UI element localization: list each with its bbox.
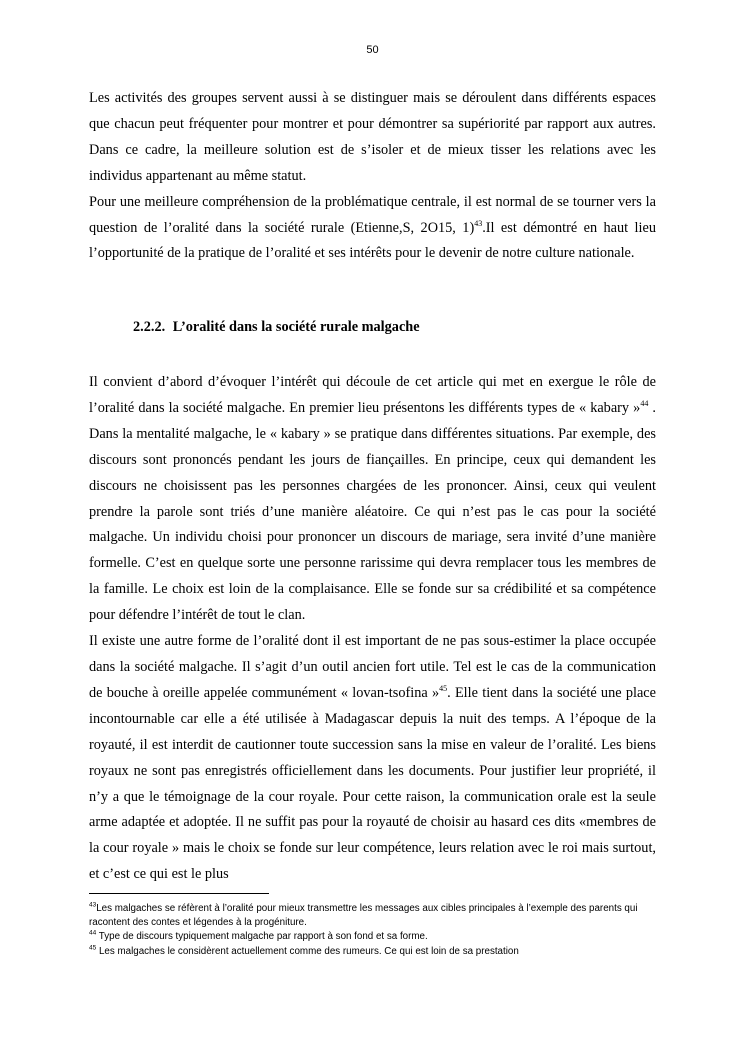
- section-number: 2.2.2.: [133, 319, 166, 335]
- footnote-ref[interactable]: 44: [640, 399, 649, 409]
- footnote: [89, 945, 659, 959]
- footnotes: [89, 902, 659, 959]
- intro-section: [89, 86, 656, 267]
- footnote-mark: 44: [89, 930, 97, 938]
- footnote-text: Les malgaches le considèrent actuellement comme des rumeurs. Ce qui est loin de sa prestation: [96, 945, 519, 957]
- footnote-text: Type de discours typiquement malgache par rapport à son fond et sa forme.: [96, 931, 428, 943]
- footnote-divider: [89, 893, 269, 894]
- paragraph-text: Il existe une autre forme de l’oralité dont il est important de ne pas sous-estimer la place occupée dans la société malgache. Il s’agit d’un outil ancien fort utile. Tel est le cas de la communication de bouche à oreille appelée communément « lovan-tsofina »: [89, 633, 656, 701]
- section-body: [89, 370, 656, 888]
- footnote-text: Les malgaches se réfèrent à l’oralité pour mieux transmettre les messages aux cibles principales à l’exemple des parents qui racontent des contes et légendes à la progéniture.: [89, 903, 638, 929]
- paragraph: [89, 629, 656, 888]
- paragraph: [89, 190, 656, 268]
- page-number: 50: [366, 44, 379, 56]
- paragraph-text: Pour une meilleure compréhension de la problématique centrale, il est normal de se tourner vers la question de l’oralité dans la société rurale (Etienne,S, 2O15, 1): [89, 193, 656, 236]
- paragraph: [89, 86, 656, 190]
- section-heading: [133, 319, 420, 336]
- paragraph: [89, 370, 656, 629]
- footnote: [89, 930, 659, 944]
- footnote-mark: 43: [89, 901, 97, 909]
- footnote-mark: 45: [89, 944, 97, 952]
- footnote: [89, 902, 659, 930]
- paragraph-text: . Elle tient dans la société une place incontournable car elle a été utilisée à Madagascar depuis la nuit des temps. A l’époque de la royauté, il est interdit de cautionner toute succession sans la mise en valeur de l’oralité. Les biens royaux ne sont pas enregistrés officiellement dans les documents. Pour justifier leur propriété, il n’y a que le témoignage de la cour royale. Pour cette raison, la communication orale est la seule arme adaptée et adoptée. Il ne suffit pas pour la royauté de choisir au hasard ces dits «membres de la cour royale » mais le choix se fonde sur leur compétence, leurs relation avec le roi mais surtout, et c’est ce qui est le plus: [89, 684, 656, 883]
- paragraph-text: Il convient d’abord d’évoquer l’intérêt qui découle de cet article qui met en exergue le rôle de l’oralité dans la société malgache. En premier lieu présentons les différents types de « kabary »: [89, 374, 656, 416]
- paragraph-text: . Dans la mentalité malgache, le « kabary » se pratique dans différentes situations. Par exemple, des discours sont prononcés pendant les jours de fiançailles. En principe, ceux qui demandent les discours ne choisissent pas les personnes chargées de les prononcer. Ainsi, ceux qui veulent prendre la parole sont triés d’une manière aléatoire. Ce qui n’est pas le cas pour la société malgache. Un individu choisi pour prononcer un discours de mariage, sera invité d’une manière formelle. C’est en quelque sorte une personne rarissime qui devra remplacer tous les membres de la famille. Le choix est loin de la complaisance. Elle se fonde sur sa crédibilité et sa compétence pour défendre l’intérêt de tout le clan.: [89, 399, 656, 624]
- footnote-ref[interactable]: 45: [439, 684, 448, 694]
- section-title: L’oralité dans la société rurale malgache: [172, 319, 420, 335]
- paragraph-text: Les activités des groupes servent aussi à se distinguer mais se déroulent dans différents espaces que chacun peut fréquenter pour montrer et pour démontrer sa supériorité par rapport aux autres. Dans ce cadre, la meilleure solution est de s’isoler et de mieux tisser les relations avec les individus appartenant au même statut.: [89, 90, 656, 184]
- paragraph-text: .Il est démontré en haut lieu l’opportunité de la pratique de l’oralité et ses intérêts pour le devenir de notre culture nationale.: [89, 219, 656, 262]
- footnote-ref[interactable]: 43: [474, 218, 483, 228]
